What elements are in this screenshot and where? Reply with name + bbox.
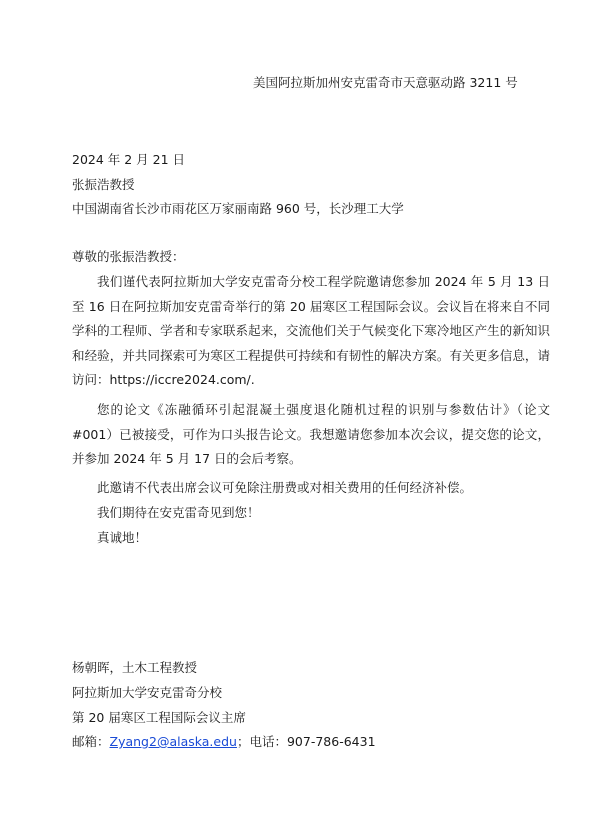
salutation: 尊敬的张振浩教授： [72,249,185,264]
recipient-address: 中国湖南省长沙市雨花区万家丽南路 960 号，长沙理工大学 [72,201,404,216]
letter-date: 2024 年 2 月 21 日 [72,152,186,167]
paragraph-paper-accepted: 您的论文《冻融循环引起混凝土强度退化随机过程的识别与参数估计》（论文#001）已被接受，可作为口头报告论文。我想邀请您参加本次会议，提交您的论文，并参加 2024 年 5 月 17 日的会后考察。 [72,402,550,466]
sender-address: 美国阿拉斯加州安克雷奇市天意驱动路 3211 号 [253,75,518,90]
email-link[interactable]: Zyang2@alaska.edu [109,734,237,749]
paragraph-looking-forward: 我们期待在安克雷奇见到您！ [97,505,260,520]
email-label: 邮箱： [72,734,110,749]
signature-name-title: 杨朝晖，土木工程教授 [72,660,198,675]
recipient-name: 张振浩教授 [72,177,135,192]
signature-university: 阿拉斯加大学安克雷奇分校 [72,685,223,700]
closing: 真诚地！ [97,530,148,545]
paragraph-invitation: 我们谨代表阿拉斯加大学安克雷奇分校工程学院邀请您参加 2024 年 5 月 13 日至 16 日在阿拉斯加安克雷奇举行的第 20 届寒区工程国际会议。会议旨在将来自不同学科的工程师、学者和专家联系起来，交流他们关于气候变化下寒冷地区产生的新知识和经验，并共同探索可为寒区工程提供可持续和有韧性的解决方案。有关更多信息，请访问：https://iccre2024.com/. [72,274,550,387]
phone-number: 907-786-6431 [286,734,376,749]
signature-position: 第 20 届寒区工程国际会议主席 [72,710,246,725]
phone-label: ；电话： [236,734,287,749]
paragraph-disclaimer: 此邀请不代表出席会议可免除注册费或对相关费用的任何经济补偿。 [97,480,473,495]
signature-contact [72,734,376,750]
